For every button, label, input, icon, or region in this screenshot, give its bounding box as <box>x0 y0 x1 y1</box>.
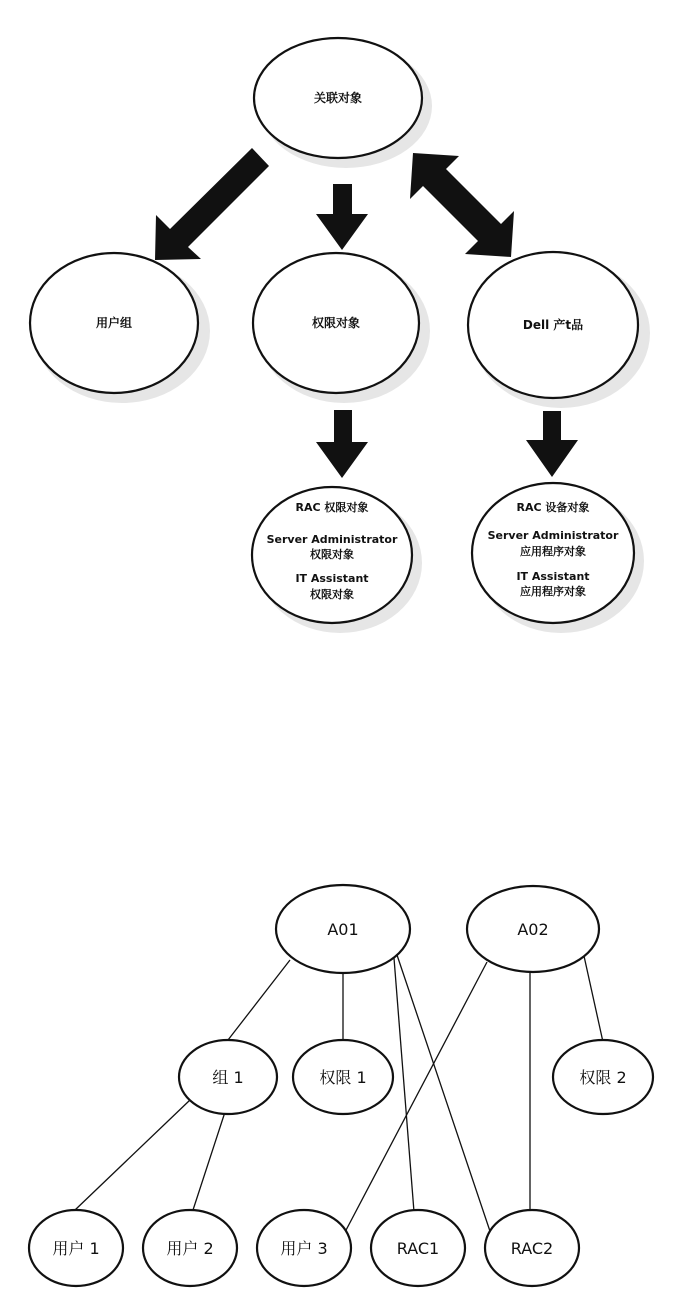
user1-label: 用户 1 <box>52 1239 100 1258</box>
dell-product-node <box>468 252 638 398</box>
ao2-node <box>467 886 599 972</box>
product-list-item: Server Administrator <box>487 529 619 542</box>
rac2-node <box>485 1210 579 1286</box>
priv1-label: 权限 1 <box>319 1068 367 1087</box>
association-object-node <box>254 38 422 158</box>
edge-ao1-group1 <box>228 960 290 1040</box>
privilege-object-label: 权限对象 <box>311 316 361 330</box>
privilege-list-node <box>252 487 412 623</box>
ao1-node <box>276 885 410 973</box>
privilege-list-item: 权限对象 <box>310 588 354 601</box>
priv2-node <box>553 1040 653 1114</box>
object-relationship-diagram <box>29 885 653 1286</box>
edge-ao1-rac1 <box>394 958 417 1250</box>
product-list-node <box>472 483 634 623</box>
privilege-list-item: IT Assistant <box>295 572 369 585</box>
priv2-label: 权限 2 <box>579 1068 627 1087</box>
group1-label: 组 1 <box>212 1068 244 1087</box>
user2-label: 用户 2 <box>166 1239 214 1258</box>
arrow-to-rac-privilege-list <box>316 410 368 478</box>
association-diagram <box>30 38 650 633</box>
rac1-node <box>371 1210 465 1286</box>
rac1-label: RAC1 <box>396 1239 440 1258</box>
rac2-label: RAC2 <box>510 1239 554 1258</box>
arrow-to-privilege-object <box>316 184 368 250</box>
ao2-label: A02 <box>517 920 549 939</box>
priv1-node <box>293 1040 393 1114</box>
product-list-item: RAC 设备对象 <box>516 501 590 514</box>
double-arrow-to-dell-product <box>410 153 514 257</box>
product-list-item: 应用程序对象 <box>520 545 586 558</box>
ao1-label: A01 <box>327 920 359 939</box>
edge-ao2-priv2 <box>584 956 603 1042</box>
user1-node <box>29 1210 123 1286</box>
privilege-list-item: Server Administrator <box>266 533 398 546</box>
edge-group1-user2 <box>193 1112 225 1210</box>
privilege-object-node <box>253 253 419 393</box>
arrow-to-rac-product-list <box>526 411 578 477</box>
privilege-list-item: 权限对象 <box>310 548 354 561</box>
association-object-label: 关联对象 <box>313 91 363 105</box>
user2-node <box>143 1210 237 1286</box>
product-list-item: IT Assistant <box>516 570 590 583</box>
dell-product-label: Dell 产t品 <box>522 318 584 332</box>
edge-group1-user1 <box>75 1100 190 1210</box>
user-group-node <box>30 253 198 393</box>
user3-label: 用户 3 <box>280 1239 328 1258</box>
group1-node <box>179 1040 277 1114</box>
privilege-list-item: RAC 权限对象 <box>295 501 369 514</box>
user3-node <box>257 1210 351 1286</box>
user-group-label: 用户组 <box>95 316 133 330</box>
product-list-item: 应用程序对象 <box>520 585 586 598</box>
arrow-to-user-group <box>155 148 269 260</box>
